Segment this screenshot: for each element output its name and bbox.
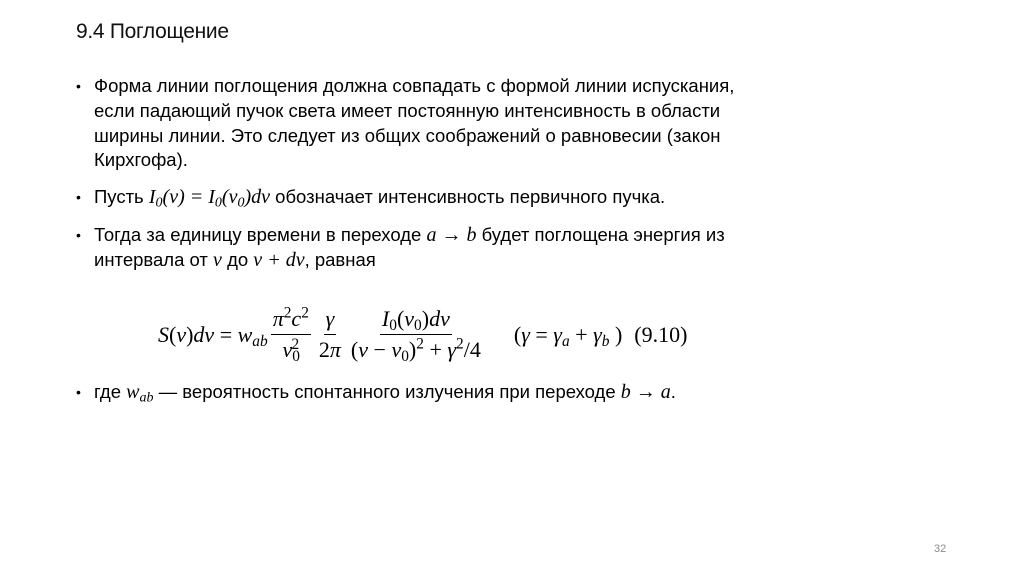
fraction-gamma-2pi: $\frac{\gamma}{2\pi}$ xyxy=(318,306,341,362)
text-line: Кирхгофа). xyxy=(94,149,188,171)
text: Тогда за единицу времени в переходе xyxy=(94,223,422,245)
math-b-to-a: b → a xyxy=(620,381,671,403)
math-w-ab: $w_{ab}$ xyxy=(126,381,154,406)
bullet-dot: • xyxy=(76,226,81,243)
bullet-dot: • xyxy=(76,78,81,94)
math-nu: ν xyxy=(213,248,222,271)
bullet-list xyxy=(76,74,876,273)
equation-label: (9.10) xyxy=(634,321,688,347)
text: обозначает интенсивность первичного пучка. xyxy=(275,186,666,208)
bullet-transition xyxy=(76,223,876,273)
slide-title: 9.4 Поглощение xyxy=(76,20,229,43)
bullet-list-2 xyxy=(76,380,876,405)
text: интервала от xyxy=(94,248,208,270)
bullet-dot: • xyxy=(76,384,81,400)
bullet-w-ab xyxy=(76,380,876,405)
text: Пусть xyxy=(94,186,144,208)
fraction-pi-c-nu: $\frac{\pi^2c^2}{\nu_0^2}$ xyxy=(272,304,309,365)
text: до xyxy=(227,248,249,270)
text-line: если падающий пучок света имеет постоянную интенсивность в области xyxy=(94,99,721,121)
text: будет поглощена энергия из xyxy=(481,223,725,245)
math-nu-dnu: ν + dν xyxy=(253,248,305,271)
text: . xyxy=(670,381,676,402)
fraction-lorentzian: $\frac{I_0(\nu_0)d\nu}{(\nu - \nu_0)^2 + \gamma^2/4}$ xyxy=(350,306,481,365)
text-line: ширины линии. Это следует из общих соображений о равновесии (закон xyxy=(94,124,721,146)
bullet-intensity xyxy=(76,185,876,210)
bullet-kirchhoff xyxy=(76,74,876,173)
bullet-dot: • xyxy=(76,189,81,206)
text-line: Форма линии поглощения должна совпадать с формой линии испускания, xyxy=(94,75,735,96)
text: — вероятность спонтанного излучения при переходе xyxy=(158,381,616,402)
math-intensity: $I_0(\nu) = I_0(\nu_0)d\nu$ xyxy=(148,186,271,211)
text: где xyxy=(94,381,122,402)
math-a-to-b: a → b xyxy=(426,223,477,246)
formula-lhs: $S(\nu)d\nu = w_{ab}$ xyxy=(158,321,268,350)
formula-condition: ($\gamma = \gamma_a + \gamma_b$ ) xyxy=(513,321,623,350)
page-number: 32 xyxy=(934,543,947,555)
text: , равная xyxy=(304,248,376,270)
equation-9-10 xyxy=(158,306,687,363)
